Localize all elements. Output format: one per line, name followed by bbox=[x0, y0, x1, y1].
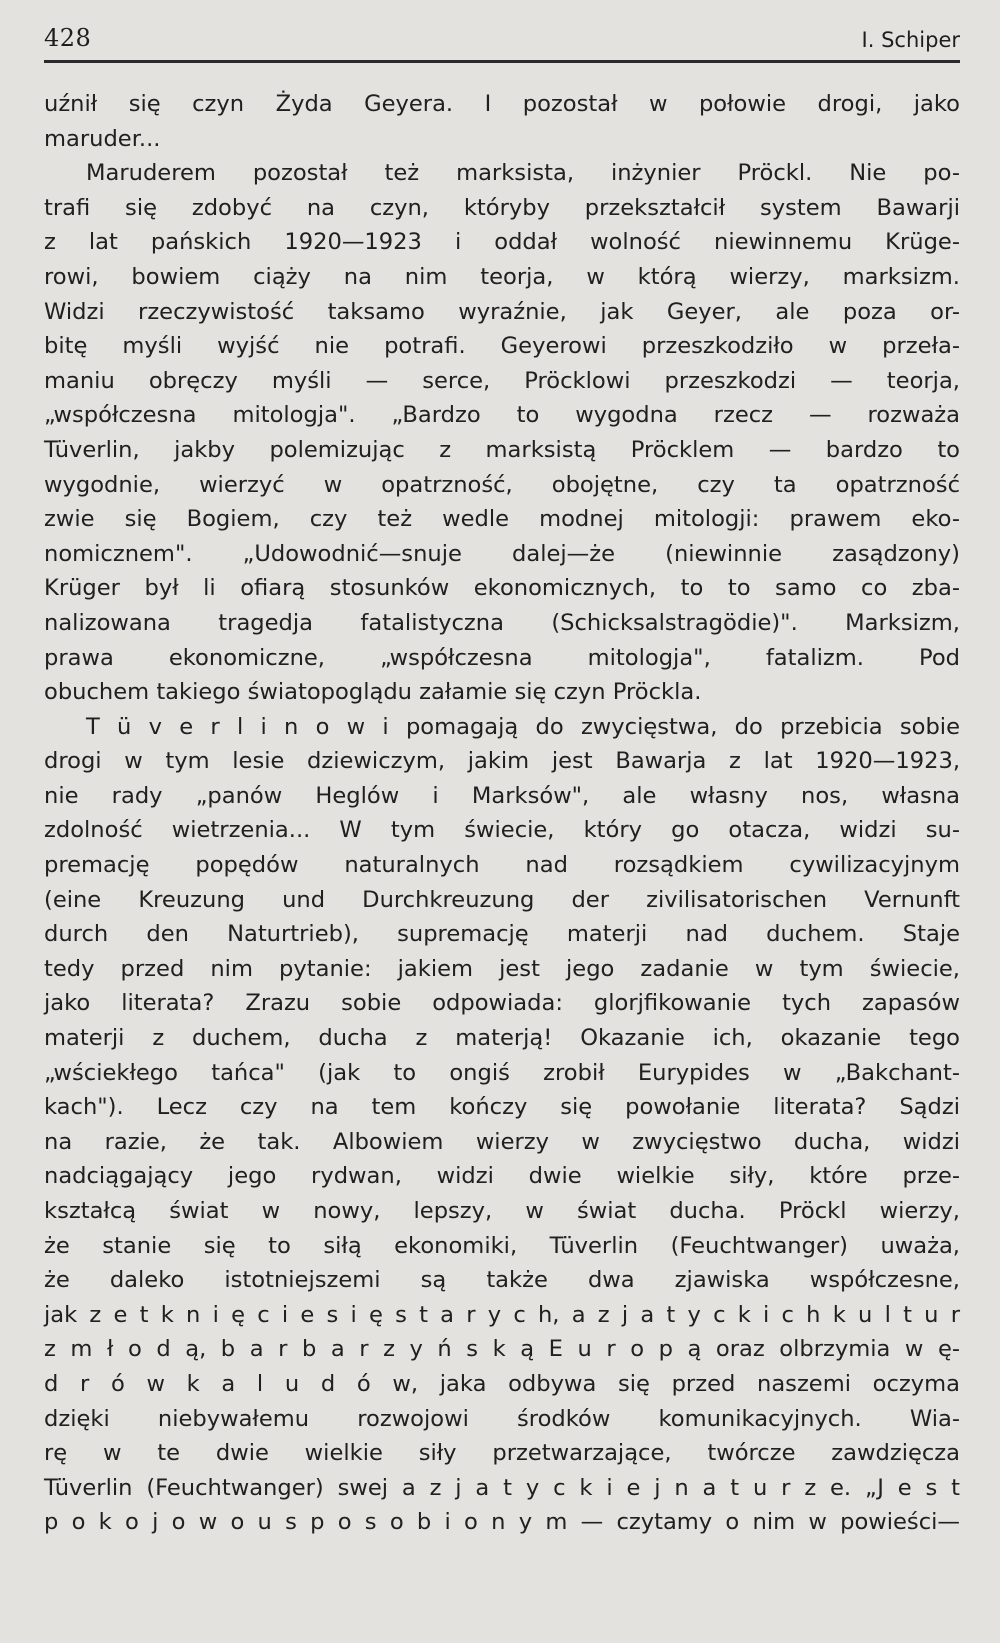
text-line: Tüverlin (Feuchtwanger) swej a z j a t y c k i e j n a t u r z e. „J e s t bbox=[44, 1474, 960, 1501]
text-line: maniu obręczy myśli — serce, Pröcklowi przeszkodzi — teorja, bbox=[44, 367, 960, 394]
text-line: że daleko istotniejszemi są także dwa zjawiska współczesne, bbox=[44, 1267, 960, 1294]
text-line: nadciągający jego rydwan, widzi dwie wielkie siły, które prze- bbox=[44, 1163, 960, 1190]
text-line: „współczesna mitologja". „Bardzo to wygodna rzecz — rozważa bbox=[44, 402, 960, 429]
text-line: z lat pańskich 1920—1923 i oddał wolność niewinnemu Krüge- bbox=[44, 229, 960, 256]
text-line: Maruderem pozostał też marksista, inżynier Pröckl. Nie po- bbox=[86, 160, 960, 187]
text-line: p o k o j o w o u s p o s o b i o n y m — czytamy o nim w powieści— bbox=[44, 1509, 960, 1536]
running-head bbox=[44, 22, 960, 58]
text-line: d r ó w k a l u d ó w, jaka odbywa się przed naszemi oczyma bbox=[44, 1370, 960, 1397]
text-line: uźnił się czyn Żyda Geyera. I pozostał w połowie drogi, jako bbox=[44, 91, 960, 117]
text-line: rowi, bowiem ciąży na nim teorja, w którą wierzy, marksizm. bbox=[44, 263, 960, 290]
body-text bbox=[44, 87, 960, 1540]
text-line: dzięki niebywałemu rozwojowi środków komunikacyjnych. Wia- bbox=[44, 1405, 960, 1432]
text-line: tedy przed nim pytanie: jakiem jest jego zadanie w tym świecie, bbox=[44, 955, 960, 982]
text-line: rę w te dwie wielkie siły przetwarzające, twórcze zawdzięcza bbox=[44, 1440, 960, 1467]
text-line: zwie się Bogiem, czy też wedle modnej mitologji: prawem eko- bbox=[44, 506, 960, 533]
text-line: z m ł o d ą, b a r b a r z y ń s k ą E u r o p ą oraz olbrzymia w ę- bbox=[44, 1336, 960, 1363]
text-line: T ü v e r l i n o w i pomagają do zwycięstwa, do przebicia sobie bbox=[86, 713, 960, 740]
text-line: Krüger był li ofiarą stosunków ekonomicznych, to to samo co zba- bbox=[44, 575, 960, 602]
text-line: drogi w tym lesie dziewiczym, jakim jest Bawarja z lat 1920—1923, bbox=[44, 748, 960, 775]
text-line: maruder... bbox=[44, 125, 161, 152]
text-line: wygodnie, wierzyć w opatrzność, obojętne, czy ta opatrzność bbox=[44, 471, 960, 498]
text-line: że stanie się to siłą ekonomiki, Tüverlin (Feuchtwanger) uważa, bbox=[44, 1232, 960, 1259]
text-line: jak z e t k n i ę c i e s i ę s t a r y c h, a z j a t y c k i c h k u l t u r bbox=[44, 1301, 960, 1328]
running-head-author: I. Schiper bbox=[861, 28, 960, 52]
text-line: obuchem takiego światopoglądu załamie się czyn Pröckla. bbox=[44, 679, 702, 706]
text-line: jako literata? Zrazu sobie odpowiada: glorjfikowanie tych zapasów bbox=[44, 990, 960, 1017]
text-line: Tüverlin, jakby polemizując z marksistą Pröcklem — bardzo to bbox=[44, 436, 960, 463]
text-line: nomicznem". „Udowodnić—snuje dalej—że (niewinnie zasądzony) bbox=[44, 540, 960, 567]
text-line: premację popędów naturalnych nad rozsądkiem cywilizacyjnym bbox=[44, 852, 960, 879]
page-number: 428 bbox=[44, 24, 92, 52]
text-line: kach"). Lecz czy na tem kończy się powołanie literata? Sądzi bbox=[44, 1094, 960, 1121]
text-line: trafi się zdobyć na czyn, któryby przekształcił system Bawarji bbox=[44, 194, 960, 221]
text-line: kształcą świat w nowy, lepszy, w świat ducha. Pröckl wierzy, bbox=[44, 1198, 960, 1224]
text-line: Widzi rzeczywistość taksamo wyraźnie, jak Geyer, ale poza or- bbox=[44, 298, 960, 325]
text-line: zdolność wietrzenia... W tym świecie, który go otacza, widzi su- bbox=[44, 817, 960, 844]
text-line: bitę myśli wyjść nie potrafi. Geyerowi przeszkodziło w przeła- bbox=[44, 333, 960, 360]
text-line: nie rady „panów Heglów i Marksów", ale własny nos, własna bbox=[44, 782, 960, 809]
text-line: na razie, że tak. Albowiem wierzy w zwycięstwo ducha, widzi bbox=[44, 1128, 960, 1155]
text-line: nalizowana tragedja fatalistyczna (Schicksalstragödie)". Marksizm, bbox=[44, 609, 960, 636]
text-line: materji z duchem, ducha z materją! Okazanie ich, okazanie tego bbox=[44, 1025, 960, 1052]
text-line: durch den Naturtrieb), supremację materji nad duchem. Staje bbox=[44, 921, 960, 948]
text-line: „wściekłego tańca" (jak to ongiś zrobił Eurypides w „Bakchant- bbox=[44, 1059, 960, 1086]
text-line: prawa ekonomiczne, „współczesna mitologja", fatalizm. Pod bbox=[44, 644, 960, 671]
header-rule bbox=[44, 60, 960, 63]
text-line: (eine Kreuzung und Durchkreuzung der zivilisatorischen Vernunft bbox=[44, 886, 960, 913]
